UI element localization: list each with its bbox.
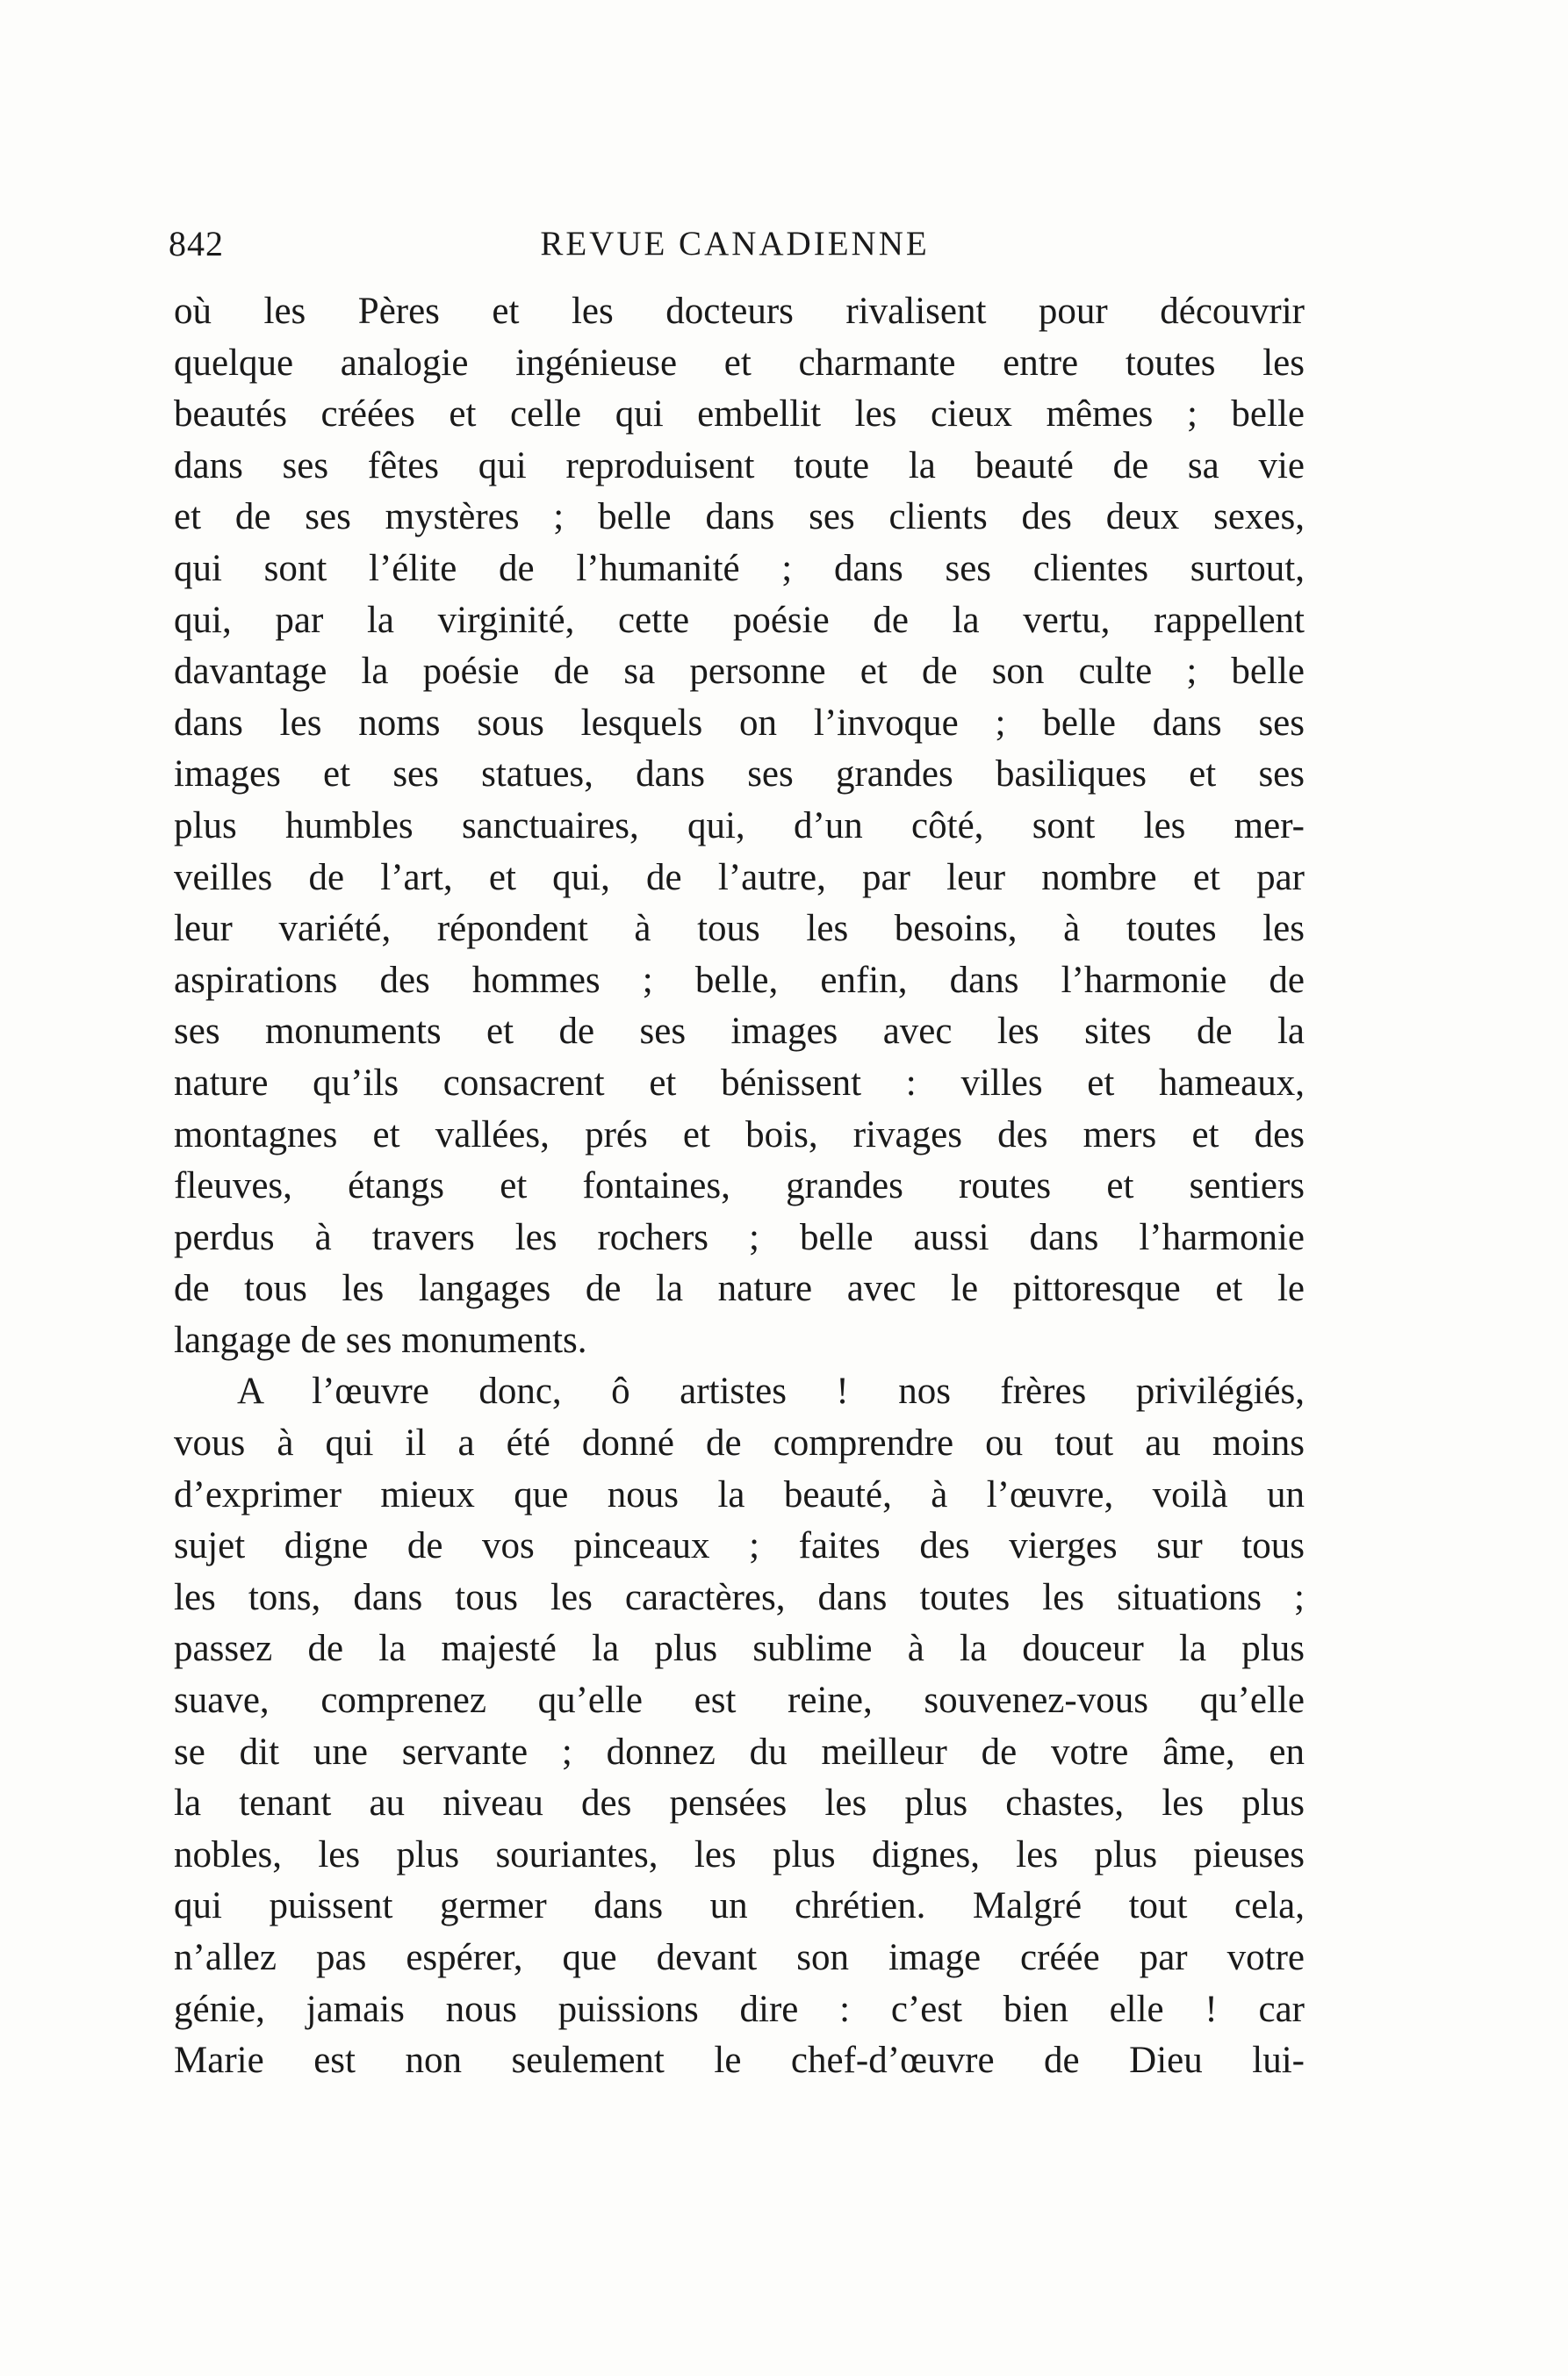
text-line: montagnes et vallées, prés et bois, rivages des mers et des — [174, 1113, 1305, 1156]
text-line: langage de ses monuments. — [174, 1319, 587, 1361]
text-line: A l’œuvre donc, ô artistes ! nos frères privilégiés, — [237, 1371, 1305, 1413]
text-line: de tous les langages de la nature avec le pittoresque et le — [174, 1268, 1305, 1310]
page-number: 842 — [169, 224, 224, 263]
text-line: qui, par la virginité, cette poésie de la vertu, rappellent — [174, 599, 1305, 641]
text-line: passez de la majesté la plus sublime à la douceur la plus — [174, 1628, 1305, 1670]
text-line: d’exprimer mieux que nous la beauté, à l’œuvre, voilà un — [174, 1473, 1305, 1516]
text-line: plus humbles sanctuaires, qui, d’un côté, sont les mer- — [174, 804, 1305, 846]
text-line: dans ses fêtes qui reproduisent toute la beauté de sa vie — [174, 444, 1305, 486]
text-line: les tons, dans tous les caractères, dans toutes les situations ; — [174, 1576, 1305, 1618]
text-line: qui sont l’élite de l’humanité ; dans ses clientes surtout, — [174, 547, 1305, 589]
text-line: quelque analogie ingénieuse et charmante entre toutes les — [174, 342, 1305, 384]
text-line: sujet digne de vos pinceaux ; faites des vierges sur tous — [174, 1525, 1305, 1567]
text-line: beautés créées et celle qui embellit les cieux mêmes ; belle — [174, 393, 1305, 436]
text-line: qui puissent germer dans un chrétien. Malgré tout cela, — [174, 1885, 1305, 1927]
text-line: images et ses statues, dans ses grandes basiliques et ses — [174, 753, 1305, 796]
text-line: veilles de l’art, et qui, de l’autre, par leur nombre et par — [174, 856, 1305, 898]
text-line: leur variété, répondent à tous les besoins, à toutes les — [174, 908, 1305, 950]
text-line: se dit une servante ; donnez du meilleur de votre âme, en — [174, 1731, 1305, 1773]
text-line: et de ses mystères ; belle dans ses clients des deux sexes, — [174, 496, 1305, 538]
text-line: où les Pères et les docteurs rivalisent pour découvrir — [174, 291, 1305, 332]
text-line: davantage la poésie de sa personne et de son culte ; belle — [174, 651, 1305, 693]
text-line: la tenant au niveau des pensées les plus chastes, les plus — [174, 1782, 1305, 1825]
text-line: Marie est non seulement le chef-d’œuvre de Dieu lui- — [174, 2040, 1305, 2082]
running-head — [169, 218, 1301, 270]
text-line: perdus à travers les rochers ; belle aussi dans l’harmonie — [174, 1216, 1305, 1258]
text-line: génie, jamais nous puissions dire : c’est bien elle ! car — [174, 1988, 1305, 2030]
text-line: nature qu’ils consacrent et bénissent : villes et hameaux, — [174, 1062, 1305, 1104]
text-line: aspirations des hommes ; belle, enfin, dans l’harmonie de — [174, 959, 1305, 1001]
text-line: vous à qui il a été donné de comprendre ou tout au moins — [174, 1422, 1305, 1465]
text-line: dans les noms sous lesquels on l’invoque ; belle dans ses — [174, 702, 1305, 744]
text-line: nobles, les plus souriantes, les plus dignes, les plus pieuses — [174, 1833, 1305, 1876]
text-line: n’allez pas espérer, que devant son image créée par votre — [174, 1937, 1305, 1978]
text-line: suave, comprenez qu’elle est reine, souvenez-vous qu’elle — [174, 1680, 1305, 1722]
body-text — [174, 286, 1305, 2087]
journal-title: REVUE CANADIENNE — [540, 225, 930, 263]
text-line: ses monuments et de ses images avec les sites de la — [174, 1011, 1305, 1053]
text-line: fleuves, étangs et fontaines, grandes routes et sentiers — [174, 1165, 1305, 1207]
